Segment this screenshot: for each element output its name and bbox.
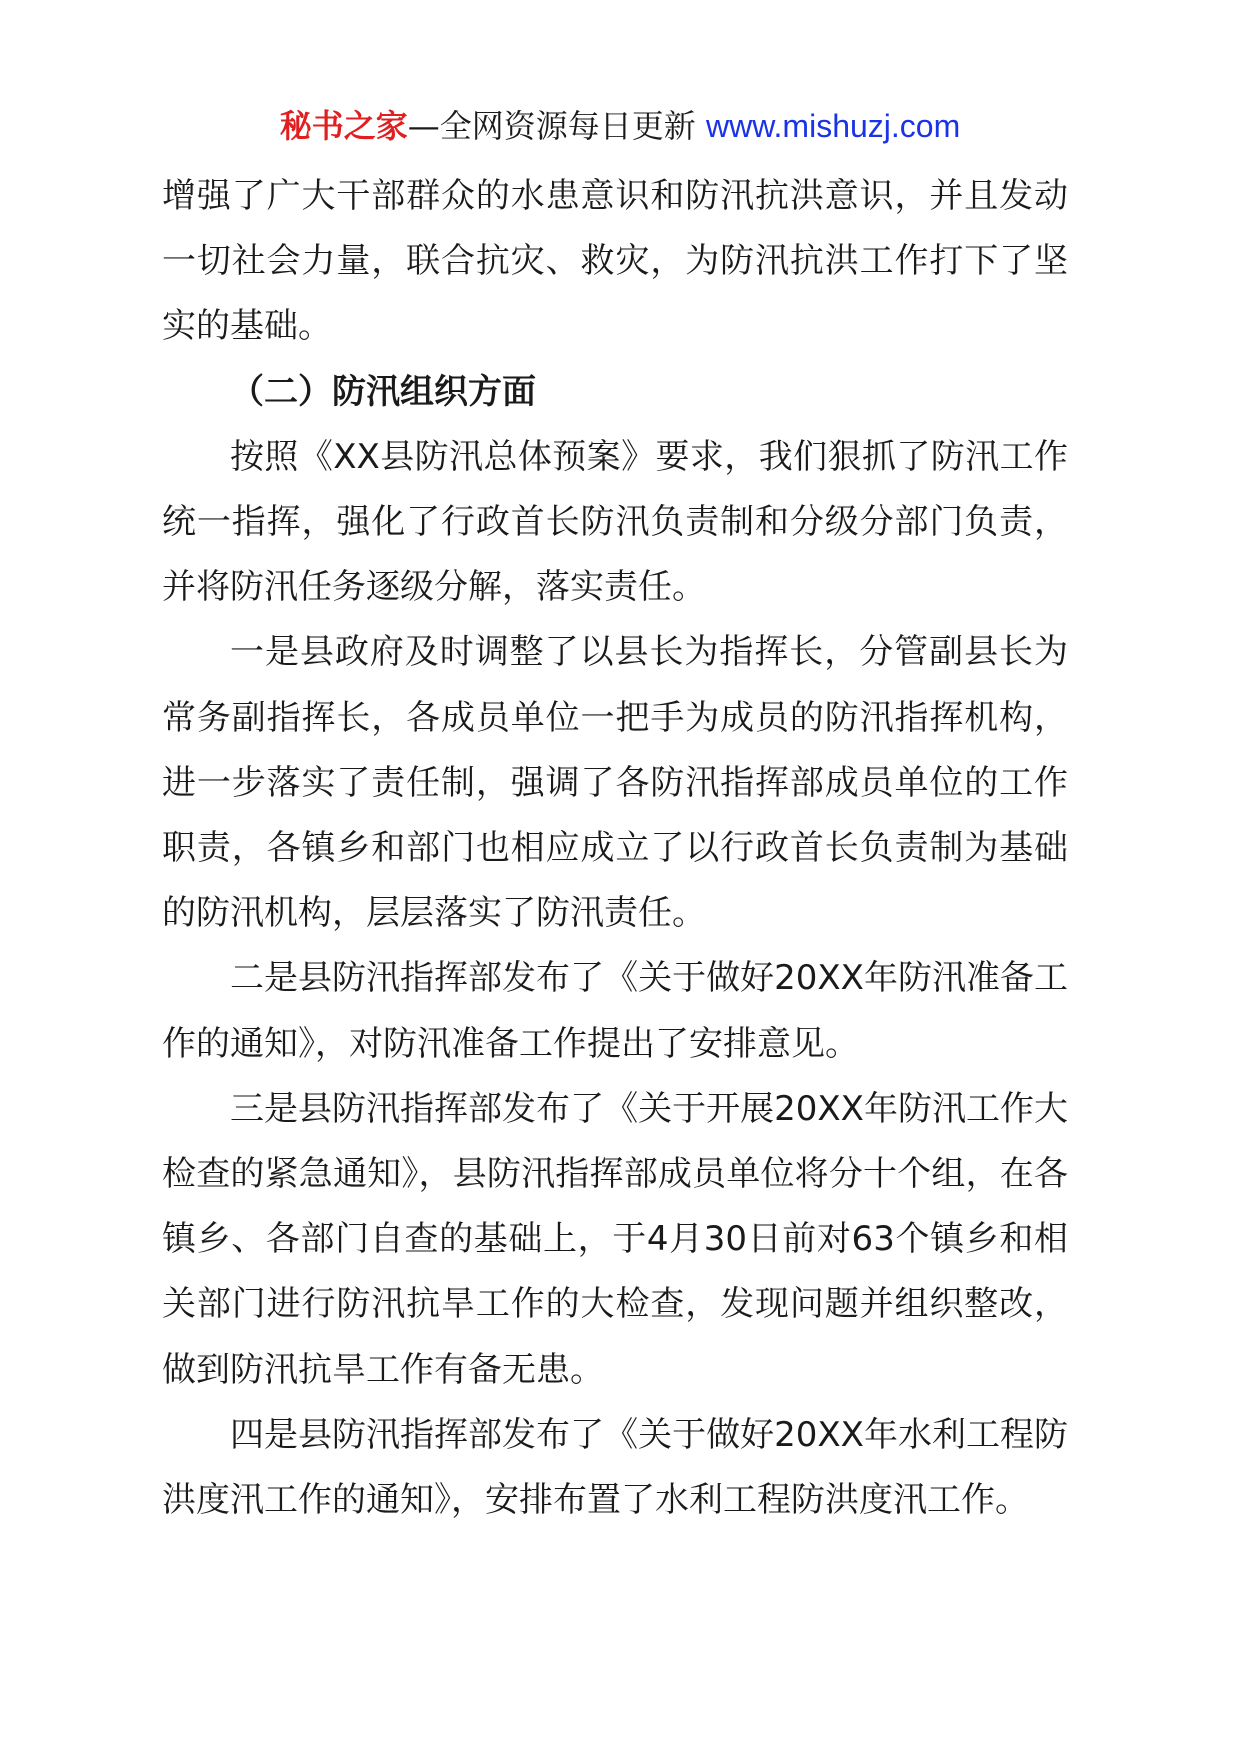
paragraph-continuation: 增强了广大干部群众的水患意识和防汛抗洪意识，并且发动一切社会力量，联合抗灾、救灾，为防汛抗洪工作打下了坚实的基础。 bbox=[162, 176, 1068, 347]
section-heading: （二）防汛组织方面 bbox=[230, 371, 536, 412]
brand-name: 秘书之家 bbox=[279, 107, 408, 145]
document-body bbox=[162, 164, 1068, 1533]
header-tagline: —全网资源每日更新 bbox=[407, 107, 696, 145]
paragraph: 二是县防汛指挥部发布了《关于做好20XX年防汛准备工作的通知》，对防汛准备工作提出了安排意见。 bbox=[162, 958, 1068, 1064]
site-url[interactable]: www.mishuzj.com bbox=[705, 108, 961, 144]
paragraph: 一是县政府及时调整了以县长为指挥长，分管副县长为常务副指挥长，各成员单位一把手为成员的防汛指挥机构，进一步落实了责任制，强调了各防汛指挥部成员单位的工作职责，各镇乡和部门也相应成立了以行政首长负责制为基础的防汛机构，层层落实了防汛责任。 bbox=[162, 632, 1068, 934]
page-header bbox=[0, 104, 1240, 148]
paragraph: 四是县防汛指挥部发布了《关于做好20XX年水利工程防洪度汛工作的通知》，安排布置了水利工程防洪度汛工作。 bbox=[162, 1414, 1068, 1521]
paragraph: 三是县防汛指挥部发布了《关于开展20XX年防汛工作大检查的紧急通知》，县防汛指挥部成员单位将分十个组，在各镇乡、各部门自查的基础上，于4月30日前对63个镇乡和相关部门进行防汛抗旱工作的大检查，发现问题并组织整改，做到防汛抗旱工作有备无患。 bbox=[162, 1088, 1068, 1390]
paragraph: 按照《XX县防汛总体预案》要求，我们狠抓了防汛工作统一指挥，强化了行政首长防汛负责制和分级分部门负责，并将防汛任务逐级分解，落实责任。 bbox=[162, 436, 1068, 608]
